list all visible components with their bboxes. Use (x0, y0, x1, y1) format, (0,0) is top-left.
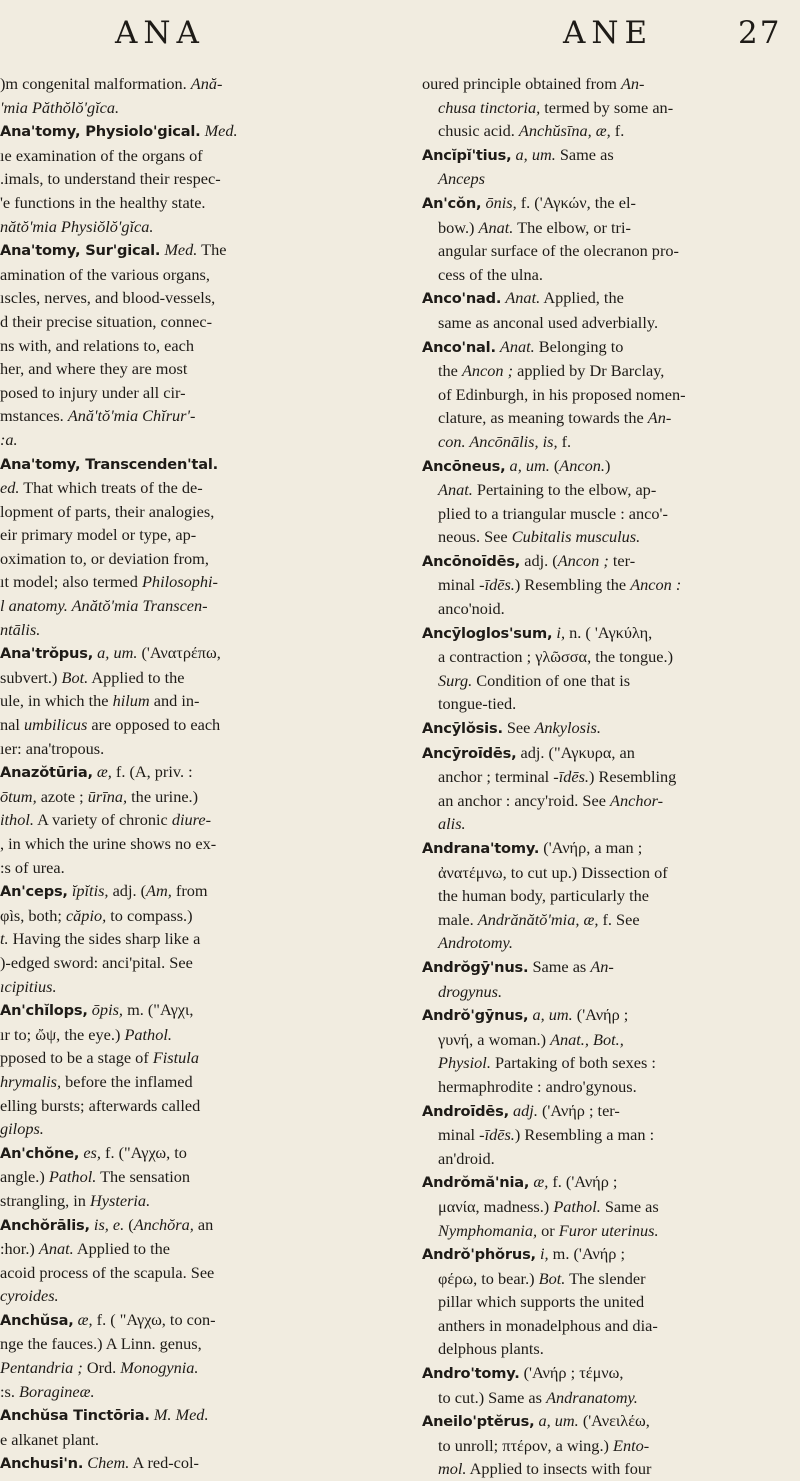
italic-text: diure- (171, 810, 212, 830)
dictionary-entry (422, 955, 798, 1003)
dictionary-entry (422, 549, 798, 621)
entry-text: ('Ανήρ, a man ; (539, 838, 643, 857)
italic-text: Nymphomania, (438, 1220, 538, 1240)
italic-text: -īdēs. (479, 575, 515, 595)
italic-text: Anat. (478, 217, 514, 237)
entry-text: ἀνατέμνω, to cut up.) Dissection of (438, 862, 668, 882)
dictionary-entry (0, 238, 376, 451)
entry-text: f. (A, priv. : (111, 762, 193, 782)
entry-text: ) Resembling a man : (514, 1125, 655, 1145)
entry-text: Applied, the (540, 288, 624, 308)
entry-text: ıt model; also termed (0, 572, 142, 592)
entry-text: f. ('Ανήρ ; (548, 1172, 618, 1192)
entry-text: ) (604, 455, 611, 475)
entry-text: ( (124, 1214, 134, 1234)
dictionary-entry (422, 335, 798, 454)
entry-text: anco'noid. (438, 599, 505, 619)
italic-text: Pathol. (48, 1167, 97, 1187)
entry-headword: Anchŭsa, (0, 1311, 74, 1329)
entry-headword: An'chŏne, (0, 1144, 80, 1162)
entry-text: m. ('Ανήρ ; (548, 1244, 625, 1264)
entry-text: anchor ; terminal (438, 767, 554, 787)
entry-text: amination of the various organs, (0, 264, 210, 284)
italic-text: 'mia Păthŏlŏ'gĭca. (0, 97, 120, 117)
entry-text: same as anconal used adverbially. (438, 312, 659, 332)
italic-text: Anat. (38, 1239, 74, 1259)
dictionary-entry (0, 1308, 376, 1403)
dictionary-entry (422, 454, 798, 549)
entry-headword: Andrŏ'phŏrus, (422, 1246, 536, 1264)
italic-text: Ancon ; (557, 550, 609, 570)
entry-text: .imals, to understand their respec- (0, 169, 221, 189)
entry-text: nal (0, 715, 24, 735)
entry-text: male. (438, 909, 478, 929)
italic-text: ōnis, (485, 192, 517, 212)
italic-text: t. (0, 929, 9, 949)
italic-text: M. Med. (153, 1405, 209, 1425)
entry-text: Belonging to (534, 336, 624, 356)
italic-text: Physiol. (438, 1053, 491, 1073)
entry-text: ns with, and relations to, each (0, 335, 194, 355)
entry-text: anthers in monadelphous and dia- (438, 1315, 658, 1335)
header-left-guide-word: ANA (115, 15, 205, 51)
entry-text: φìs, both; (0, 905, 66, 925)
entry-headword: Ana'tomy, Sur'gical. (0, 242, 161, 260)
italic-text: ōtum, (0, 786, 37, 806)
entry-text: n. ( 'Αγκύλη, (565, 622, 653, 642)
entry-headword: Ancĭpĭ'tius, (422, 146, 512, 164)
entry-text: adj. ( (520, 550, 558, 570)
entry-text: cess of the ulna. (438, 264, 543, 284)
italic-text: æ, (77, 1309, 93, 1329)
entry-text: eir primary model or type, ap- (0, 525, 197, 545)
entry-text: lopment of parts, their analogies, (0, 501, 215, 521)
entry-text: acoid process of the scapula. See (0, 1262, 215, 1282)
entry-text: That which treats of the de- (19, 478, 203, 498)
dictionary-entry (0, 72, 376, 119)
entry-headword: Androīdēs, (422, 1102, 509, 1120)
entry-headword: Ana'trŏpus, (0, 645, 94, 663)
right-column (422, 72, 798, 1481)
entry-text: the human body, particularly the (438, 886, 649, 906)
entry-text: A red-col- (129, 1453, 199, 1473)
entry-text: neous. See (438, 527, 512, 547)
italic-text: Ankylosis. (534, 718, 601, 738)
dictionary-entry (0, 452, 376, 642)
entry-text: )-edged sword: anci'pital. See (0, 952, 193, 972)
entry-text: f. (557, 431, 572, 451)
entry-text: strangling, in (0, 1190, 90, 1210)
entry-headword: Andrŏgȳ'nus. (422, 958, 529, 976)
italic-text: con. Ancōnālis, is, (438, 431, 558, 451)
entry-text: oximation to, or deviation from, (0, 548, 209, 568)
entry-headword: Anco'nal. (422, 338, 496, 356)
entry-headword: Ana'tomy, Transcenden'tal. (0, 455, 218, 473)
entry-text: See (502, 718, 535, 738)
entry-text: ıer: ana'tropous. (0, 738, 105, 758)
entry-text: :s. (0, 1381, 20, 1401)
entry-text: to compass.) (106, 905, 193, 925)
header-right-guide-word: ANE (563, 15, 654, 51)
dictionary-entry (422, 1003, 798, 1098)
italic-text: :a. (0, 429, 18, 449)
entry-text: azote ; (36, 786, 88, 806)
entry-headword: Anazŏtūria, (0, 764, 93, 782)
entry-text: m. ("Αγχι, (123, 1000, 194, 1020)
italic-text: Anat., Bot., (550, 1029, 624, 1049)
entry-text: adj. ("Αγκυρα, an (516, 742, 635, 762)
entry-text: ( (549, 455, 560, 475)
dictionary-entry (0, 1451, 376, 1476)
entry-text: an anchor : ancy'roid. See (438, 790, 611, 810)
italic-text: căpio, (65, 905, 107, 925)
italic-text: ĭpĭtis, (71, 881, 109, 901)
entry-text: minal (438, 1125, 480, 1145)
italic-text: Anchor- (610, 790, 664, 810)
entry-text: :hor.) (0, 1239, 39, 1259)
dictionary-entry (422, 1099, 798, 1171)
entry-headword: Ancȳloglos'sum, (422, 624, 553, 642)
italic-text: a, um. (509, 455, 550, 475)
entry-headword: An'cŏn, (422, 194, 482, 212)
entry-text: Applied to the (88, 667, 185, 687)
italic-text: ūrīna, (87, 786, 128, 806)
entry-text: 'e functions in the healthy state. (0, 192, 206, 212)
entry-text: φέρω, to bear.) (438, 1268, 539, 1288)
italic-text: Androtomy. (438, 933, 513, 953)
entry-text: μανία, madness.) (438, 1196, 554, 1216)
dictionary-entry (0, 760, 376, 879)
entry-headword: Anchŏrālis, (0, 1216, 90, 1234)
entry-text: plied to a triangular muscle : anco'- (438, 503, 668, 523)
entry-text: an'droid. (438, 1148, 495, 1168)
italic-text: Furor uterinus. (558, 1220, 659, 1240)
entry-text: chusic acid. (438, 121, 519, 141)
entry-text: Condition of one that is (472, 670, 631, 690)
entry-headword: Ancōnoīdēs, (422, 552, 521, 570)
entry-text: Same as (555, 144, 614, 164)
entry-text: e alkanet plant. (0, 1429, 99, 1449)
italic-text: An- (590, 956, 614, 976)
dictionary-entry (422, 741, 798, 836)
entry-text: ('Ανειλέω, (578, 1411, 650, 1431)
entry-text: nge the fauces.) A Linn. genus, (0, 1334, 202, 1354)
entry-text: Pertaining to the elbow, ap- (472, 480, 657, 500)
italic-text: alis. (438, 814, 466, 834)
italic-text: umbilicus (23, 715, 88, 735)
dictionary-entry (422, 1409, 798, 1481)
dictionary-entry (422, 836, 798, 955)
entry-text: subvert.) (0, 667, 62, 687)
entry-headword: Anco'nad. (422, 290, 502, 308)
italic-text: a, um. (538, 1411, 579, 1431)
entry-text: tongue-tied. (438, 694, 517, 714)
italic-text: nătŏ'mia Physiŏlŏ'gĭca. (0, 216, 154, 236)
entry-text: to cut.) Same as (438, 1387, 547, 1407)
italic-text: Hysteria. (90, 1190, 151, 1210)
italic-text: Bot. (61, 667, 89, 687)
entry-text: ) Resembling the (514, 575, 631, 595)
dictionary-entry (422, 286, 798, 334)
entry-headword: Ancȳlŏsis. (422, 720, 503, 738)
entry-headword: Andro'tomy. (422, 1365, 520, 1383)
entry-text: f. (610, 121, 625, 141)
entry-headword: Ancōneus, (422, 457, 506, 475)
entry-text: clature, as meaning towards the (438, 408, 648, 428)
italic-text: Andrănătŏ'mia, æ, (477, 909, 599, 929)
italic-text: i, (539, 1244, 549, 1264)
entry-text: pillar which supports the united (438, 1292, 645, 1312)
entry-headword: Andrŏmă'nia, (422, 1174, 530, 1192)
entry-text: Ord. (82, 1358, 121, 1378)
italic-text: cyroides. (0, 1286, 59, 1306)
italic-text: ntālis. (0, 619, 41, 639)
entry-text: , in which the urine shows no ex- (0, 834, 217, 853)
entry-headword: Andrŏ'gȳnus, (422, 1007, 529, 1025)
entry-text: applied by Dr Barclay, (513, 361, 665, 381)
italic-text: Pathol. (124, 1024, 172, 1044)
italic-text: adj. (513, 1100, 538, 1120)
italic-text: Chem. (87, 1453, 130, 1473)
dictionary-entry (422, 191, 798, 286)
italic-text: Anat. (505, 288, 541, 308)
entry-text: the urine.) (127, 786, 199, 806)
italic-text: hrymalis, (0, 1071, 62, 1091)
entry-headword: Aneilo'ptĕrus, (422, 1413, 535, 1431)
entry-text: and in- (149, 691, 200, 711)
dictionary-entry (0, 641, 376, 760)
italic-text: Med. (164, 240, 198, 260)
italic-text: Surg. (438, 670, 473, 690)
dictionary-entry (0, 998, 376, 1141)
italic-text: hilum (112, 691, 150, 711)
italic-text: -īdēs. (479, 1125, 515, 1145)
italic-text: Ană- (190, 74, 223, 93)
entry-text: d their precise situation, connec- (0, 311, 213, 331)
entry-text: :s of urea. (0, 857, 65, 877)
italic-text: a, um. (532, 1005, 573, 1025)
italic-text: æ, (533, 1172, 549, 1192)
italic-text: a, um. (515, 144, 556, 164)
italic-text: a, um. (97, 643, 138, 663)
entry-text: angle.) (0, 1167, 49, 1187)
dictionary-entry (0, 1141, 376, 1213)
entry-text: before the inflamed (61, 1071, 193, 1091)
entry-headword: Ancȳroīdēs, (422, 744, 517, 762)
italic-text: l anatomy. Anătŏ'mia Transcen- (0, 596, 208, 616)
entry-headword: Anchusi'n. (0, 1455, 84, 1473)
italic-text: Fistula (152, 1048, 199, 1068)
entry-text: Applied to insects with four (466, 1459, 652, 1479)
entry-text: The sensation (96, 1167, 191, 1187)
entry-text: The slender (565, 1268, 646, 1288)
italic-text: mol. (438, 1459, 467, 1479)
italic-text: Andranatomy. (546, 1387, 638, 1407)
entry-text: hermaphrodite : andro'gynous. (438, 1076, 637, 1096)
dictionary-entry (422, 1170, 798, 1242)
italic-text: Pathol. (553, 1196, 601, 1216)
italic-text: Pentandria ; (0, 1358, 83, 1378)
italic-text: chusa tinctoria, (438, 97, 541, 117)
italic-text: Cubitalis musculus. (511, 527, 641, 547)
entry-text: from (171, 881, 208, 901)
italic-text: is, e. (93, 1214, 125, 1234)
italic-text: ōpis, (91, 1000, 123, 1020)
entry-text: f. ("Αγχω, to (100, 1142, 187, 1162)
entry-text: ) Resembling (589, 767, 677, 787)
entry-text: Having the sides sharp like a (8, 929, 201, 949)
italic-text: Ană'tŏ'mia Chĭrur'- (67, 406, 196, 426)
italic-text: drogynus. (438, 981, 503, 1001)
dictionary-entry (0, 119, 376, 238)
entry-text: are opposed to each (87, 715, 221, 735)
italic-text: Philosophi- (141, 572, 218, 592)
entry-text: oured principle obtained from (422, 74, 621, 93)
entry-text: γυνή, a woman.) (438, 1029, 551, 1049)
entry-text: ('Ανήρ ; ter- (537, 1100, 620, 1120)
entry-text: Partaking of both sexes : (490, 1053, 656, 1073)
entry-text: elling bursts; afterwards called (0, 1095, 201, 1115)
entry-text: or (537, 1220, 559, 1240)
italic-text: Ancon. (559, 455, 605, 475)
entry-text: Applied to the (73, 1239, 171, 1259)
dictionary-entry (422, 621, 798, 716)
dictionary-entry (0, 1403, 376, 1451)
entry-text: a contraction ; γλῶσσα, the tongue.) (438, 647, 673, 667)
italic-text: Ento- (613, 1435, 650, 1455)
entry-text: The (197, 240, 227, 260)
entry-text: f. ( "Αγχω, to con- (92, 1309, 216, 1329)
italic-text: Anceps (438, 169, 486, 189)
entry-headword: An'chĭlops, (0, 1002, 88, 1020)
entry-text: ('Ανήρ ; (572, 1005, 629, 1025)
dictionary-entry (422, 1361, 798, 1409)
entry-text: ter- (608, 550, 636, 570)
entry-text: termed by some an- (540, 97, 674, 117)
italic-text: An- (620, 74, 645, 93)
entry-text: Same as (600, 1196, 659, 1216)
entry-text: her, and where they are most (0, 359, 188, 379)
page-number: 27 (738, 15, 782, 51)
entry-text: delphous plants. (438, 1339, 544, 1359)
italic-text: æ, (96, 762, 112, 782)
italic-text: Anat. (438, 480, 473, 500)
entry-text: ıscles, nerves, and blood-vessels, (0, 288, 216, 308)
italic-text: ithol. (0, 810, 34, 830)
italic-text: Anchŏra, (133, 1214, 194, 1234)
dictionary-entry (422, 72, 798, 143)
entry-text: minal (438, 575, 480, 595)
entry-text: mstances. (0, 406, 68, 426)
entry-headword: Ana'tomy, Physiolo'gical. (0, 123, 201, 141)
entry-text: of Edinburgh, in his proposed nomen- (438, 384, 686, 404)
italic-text: Med. (204, 121, 238, 141)
entry-text: A variety of chronic (33, 810, 172, 830)
entry-text: The elbow, or tri- (513, 217, 631, 237)
italic-text: ed. (0, 478, 20, 498)
entry-text: ıe examination of the organs of (0, 145, 203, 165)
left-column (0, 72, 376, 1476)
italic-text: Boragineæ. (19, 1381, 95, 1401)
entry-text: an (193, 1214, 214, 1234)
dictionary-entry (0, 1213, 376, 1308)
italic-text: Anchŭsīna, æ, (518, 121, 611, 141)
italic-text: i, (556, 622, 566, 642)
entry-text: to unroll; πτέρον, a wing.) (438, 1435, 614, 1455)
italic-text: Anat. (499, 336, 535, 356)
dictionary-entry (422, 1242, 798, 1361)
entry-text: )m congenital malformation. (0, 74, 191, 93)
entry-text: f. ('Αγκών, the el- (516, 192, 636, 212)
entry-text: ır to; ὤψ, the eye.) (0, 1024, 125, 1044)
italic-text: Am, (146, 881, 172, 901)
dictionary-entry (422, 143, 798, 191)
entry-text: ('Ανατρέπω, (137, 643, 221, 663)
dictionary-entry (0, 879, 376, 998)
entry-headword: Andrana'tomy. (422, 840, 540, 857)
italic-text: gilops. (0, 1119, 44, 1139)
entry-text: Same as (528, 956, 591, 976)
running-header (0, 0, 800, 66)
entry-text: bow.) (438, 217, 479, 237)
entry-text: ule, in which the (0, 691, 113, 711)
dictionary-entry (422, 716, 798, 741)
italic-text: Ancon : (630, 575, 682, 595)
entry-headword: An'ceps, (0, 883, 68, 901)
italic-text: Bot. (538, 1268, 566, 1288)
italic-text: es, (83, 1142, 101, 1162)
entry-text: adj. ( (108, 881, 147, 901)
italic-text: Ancon ; (461, 361, 514, 381)
entry-text: ('Ανήρ ; τέμνω, (519, 1363, 624, 1383)
italic-text: Monogynia. (120, 1358, 199, 1378)
entry-text: angular surface of the olecranon pro- (438, 241, 679, 261)
entry-text: the (438, 361, 462, 381)
entry-text: posed to injury under all cir- (0, 382, 186, 402)
italic-text: ıcipitius. (0, 976, 57, 996)
entry-text: f. See (598, 909, 640, 929)
italic-text: -īdēs. (553, 767, 589, 787)
italic-text: An- (647, 408, 672, 428)
entry-headword: Anchŭsa Tinctōria. (0, 1407, 150, 1425)
entry-text: pposed to be a stage of (0, 1048, 153, 1068)
